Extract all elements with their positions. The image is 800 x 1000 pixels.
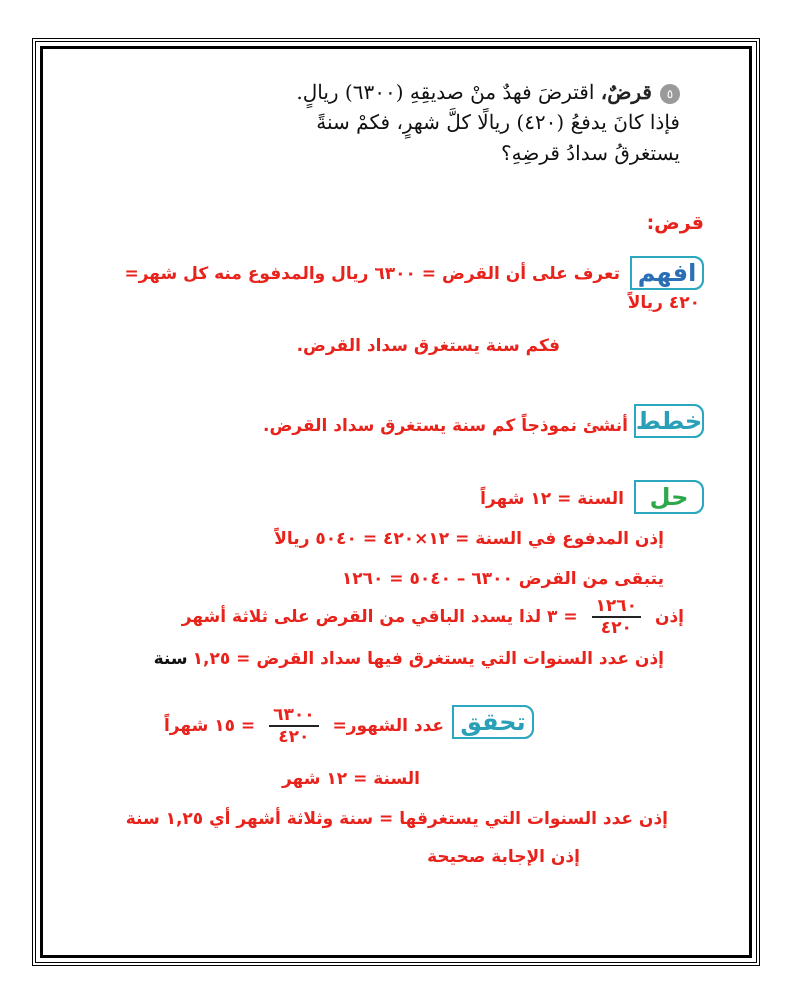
tahaq-badge <box>452 705 534 739</box>
hal-fraction-numerator: ١٢٦٠ <box>592 596 642 618</box>
tahaq-line-2: السنة = ١٢ شهر <box>281 769 420 789</box>
section-heading: قرض: <box>646 212 704 234</box>
hal-line-1: السنة = ١٢ شهراً <box>480 489 624 509</box>
hal-line-4 <box>182 596 684 638</box>
problem-line-1 <box>296 80 680 104</box>
tahaq-badge-label: تحقق <box>460 708 526 736</box>
hal-line-4-prefix: إذن <box>654 607 684 627</box>
tahaq-line-1 <box>164 705 444 747</box>
tahaq-fraction-numerator: ٦٣٠٠ <box>269 705 319 727</box>
tahaq-line-1-prefix: عدد الشهور= <box>332 716 444 736</box>
afham-badge-label: افهم <box>637 259 697 287</box>
problem-number-badge: ٥ <box>660 84 680 104</box>
problem-keyword: قرضٌ، <box>600 80 652 104</box>
khatt-badge-label: خطط <box>635 407 703 435</box>
hal-fraction <box>592 596 642 638</box>
problem-text-1: اقترضَ فهدٌ منْ صديقِهِ (٦٣٠٠) ريالٍ. <box>296 80 595 104</box>
hal-line-5 <box>154 649 664 669</box>
tahaq-line-3: إذن عدد السنوات التي يستغرقها = سنة وثلاثة أشهر أي ١,٢٥ سنة <box>125 809 668 829</box>
afham-line-3: فكم سنة يستغرق سداد القرض. <box>296 336 560 356</box>
tahaq-fraction <box>269 705 319 747</box>
hal-line-5-unit: سنة <box>153 649 188 669</box>
tahaq-line-1-suffix: = ١٥ شهراً <box>163 716 256 736</box>
hal-line-5-main: إذن عدد السنوات التي يستغرق فيها سداد القرض = ١,٢٥ <box>192 649 664 669</box>
problem-line-2: فإذا كانَ يدفعُ (٤٢٠) ريالًا كلَّ شهرٍ، فكمْ سنةً <box>316 110 680 134</box>
tahaq-line-4: إذن الإجابة صحيحة <box>427 847 580 867</box>
tahaq-fraction-denominator: ٤٢٠ <box>278 727 310 747</box>
problem-line-3: يستغرقُ سدادُ قرضِهِ؟ <box>501 141 680 165</box>
hal-badge <box>634 480 704 514</box>
afham-badge <box>630 256 704 290</box>
khatt-badge <box>634 404 704 438</box>
khatt-line-1: أنشئ نموذجاً كم سنة يستغرق سداد القرض. <box>262 416 628 436</box>
hal-line-4-suffix: = ٣ لذا يسدد الباقي من القرض على ثلاثة أشهر <box>181 607 578 627</box>
afham-line-2: ٤٢٠ ريالاً <box>627 293 700 313</box>
hal-fraction-denominator: ٤٢٠ <box>600 618 632 638</box>
afham-line-1: تعرف على أن القرض = ٦٣٠٠ ريال والمدفوع منه كل شهر= <box>124 264 620 284</box>
hal-badge-label: حل <box>649 483 689 511</box>
hal-line-3: يتبقى من القرض ٦٣٠٠ – ٥٠٤٠ = ١٢٦٠ <box>341 569 664 589</box>
hal-line-2: إذن المدفوع في السنة = ١٢×٤٢٠ = ٥٠٤٠ ريالاً <box>274 529 664 549</box>
